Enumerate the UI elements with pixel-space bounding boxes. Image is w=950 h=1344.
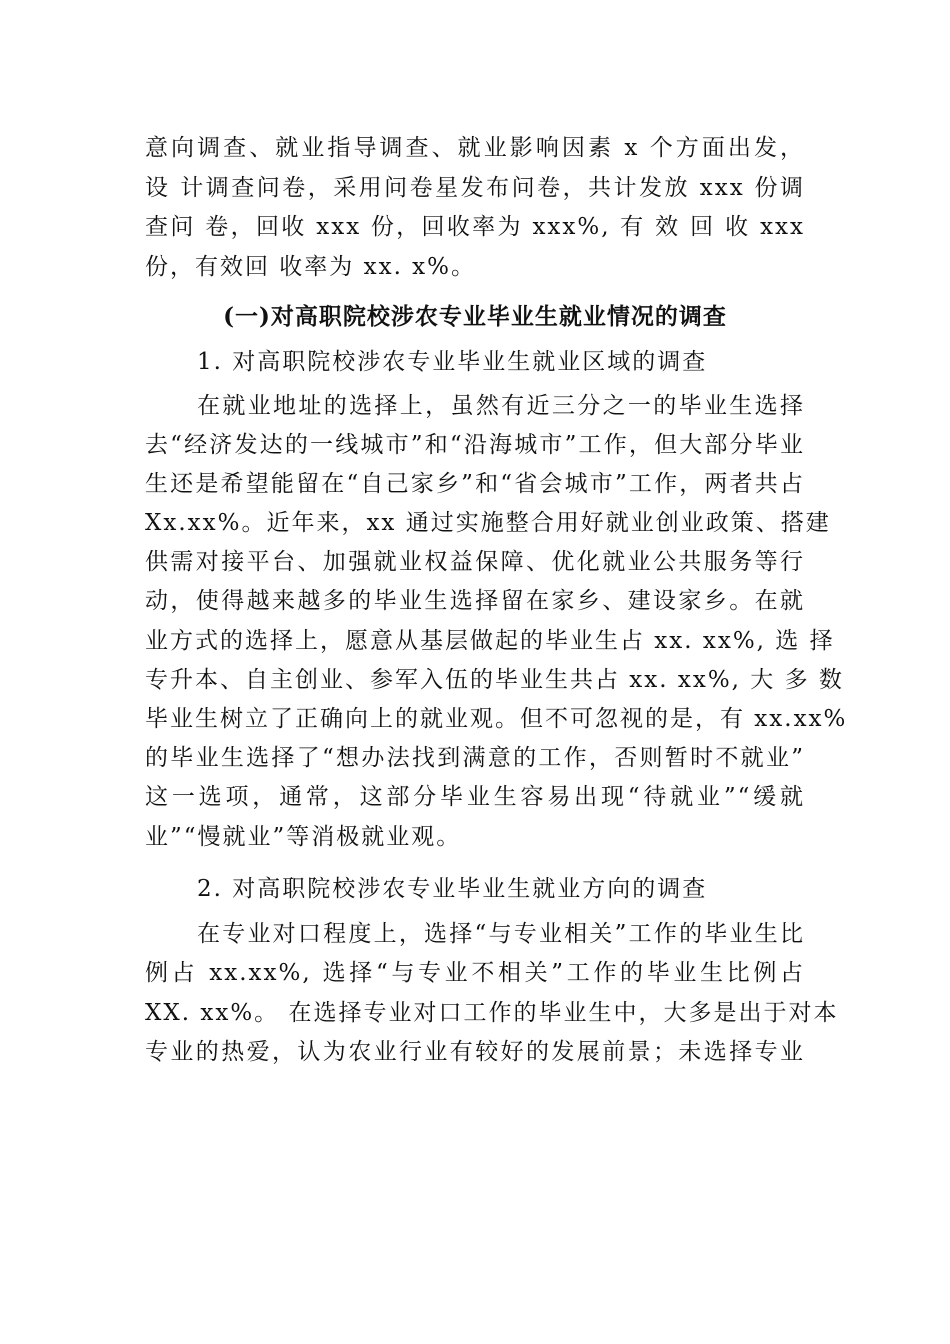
body-line: 专升本、自主创业、参军入伍的毕业生共占 xx. xx%, 大 多 数: [145, 667, 844, 693]
body-line: 查问 卷，回收 xxx 份，回收率为 xxx%, 有 效 回 收 xxx: [145, 214, 805, 240]
subsection-heading: 2. 对高职院校涉农专业毕业生就业方向的调查: [197, 876, 708, 902]
body-line: Xx.xx%。近年来，xx 通过实施整合用好就业创业政策、搭建: [145, 510, 831, 536]
body-line: 在就业地址的选择上，虽然有近三分之一的毕业生选择: [197, 393, 805, 419]
body-line: 的毕业生选择了“想办法找到满意的工作，否则暂时不就业”: [145, 745, 805, 771]
body-line: 毕业生树立了正确向上的就业观。但不可忽视的是，有 xx.xx%: [145, 706, 848, 732]
body-line: 这一选项，通常，这部分毕业生容易出现“待就业”“缓就: [145, 784, 805, 810]
body-line: 意向调查、就业指导调查、就业影响因素 x 个方面出发，: [145, 135, 805, 161]
body-line: 生还是希望能留在“自己家乡”和“省会城市”工作，两者共占: [145, 471, 805, 497]
body-line: 去“经济发达的一线城市”和“沿海城市”工作，但大部分毕业: [145, 432, 805, 458]
body-line: XX. xx%。 在选择专业对口工作的毕业生中，大多是出于对本: [145, 1000, 839, 1026]
subsection-heading: 1. 对高职院校涉农专业毕业生就业区域的调查: [197, 349, 708, 375]
body-line: 设 计调查问卷，采用问卷星发布问卷，共计发放 xxx 份调: [145, 175, 805, 201]
body-line: 供需对接平台、加强就业权益保障、优化就业公共服务等行: [145, 549, 805, 575]
body-line: 例占 xx.xx%, 选择“与专业不相关”工作的毕业生比例占: [145, 960, 805, 986]
body-line: 在专业对口程度上，选择“与专业相关”工作的毕业生比: [197, 921, 805, 947]
body-line: 专业的热爱，认为农业行业有较好的发展前景；未选择专业: [145, 1039, 805, 1065]
body-line: 份，有效回 收率为 xx. x%。: [145, 254, 477, 280]
body-line: 业方式的选择上，愿意从基层做起的毕业生占 xx. xx%, 选 择: [145, 628, 835, 654]
body-line: 动，使得越来越多的毕业生选择留在家乡、建设家乡。在就: [145, 588, 805, 614]
body-line: 业”“慢就业”等消极就业观。: [145, 824, 462, 850]
section-heading: (一)对高职院校涉农专业毕业生就业情况的调查: [223, 303, 727, 330]
